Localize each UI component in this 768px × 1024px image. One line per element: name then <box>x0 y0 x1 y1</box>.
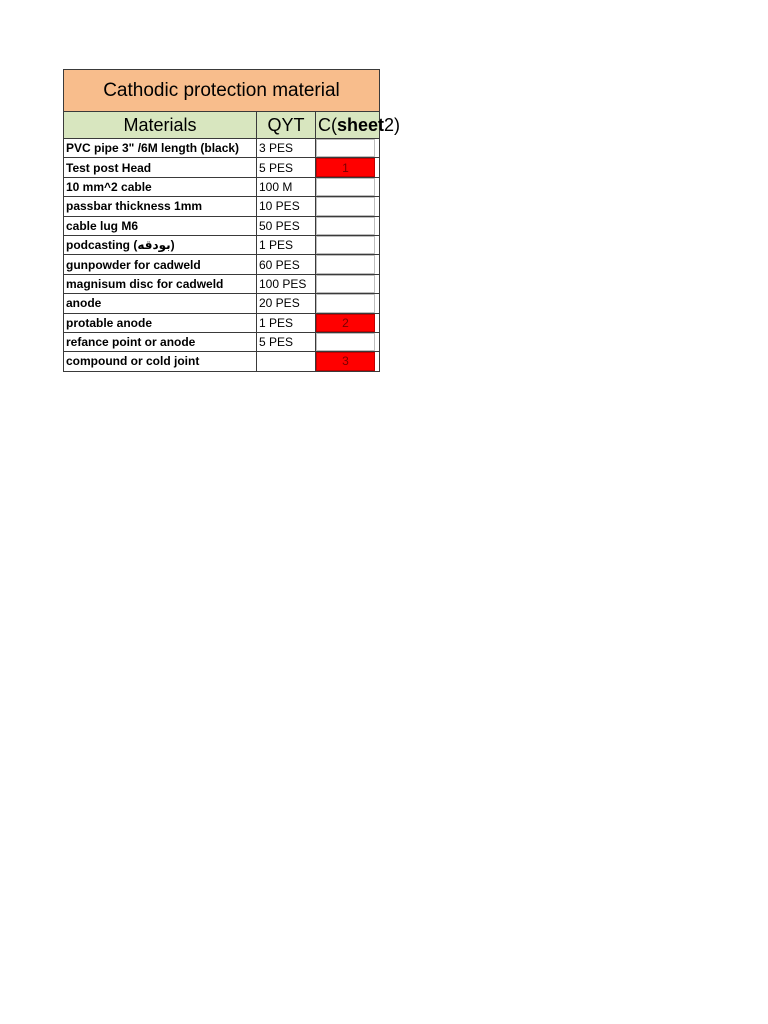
cell-material[interactable]: Test post Head <box>64 158 257 176</box>
cell-reference[interactable]: 3 <box>316 352 375 370</box>
header-reference[interactable] <box>316 112 401 138</box>
header-qty[interactable]: QYT <box>257 112 316 138</box>
header-ref-prefix: C( <box>318 114 337 135</box>
cell-reference[interactable] <box>316 236 375 254</box>
cell-material[interactable]: podcasting (بودقه) <box>64 236 257 254</box>
header-ref-bold: sheet <box>337 114 385 135</box>
table-row <box>63 178 380 197</box>
table-row <box>63 314 380 333</box>
cell-qty[interactable]: 60 PES <box>257 255 316 273</box>
table-row <box>63 217 380 236</box>
cell-reference[interactable] <box>316 294 375 312</box>
table-body <box>63 139 380 372</box>
cell-qty[interactable]: 1 PES <box>257 236 316 254</box>
cell-material[interactable]: PVC pipe 3" /6M length (black) <box>64 139 257 157</box>
table-title[interactable]: Cathodic protection material <box>63 69 380 112</box>
cell-material[interactable]: magnisum disc for cadweld <box>64 275 257 293</box>
cell-qty[interactable] <box>257 352 316 370</box>
cell-reference[interactable] <box>316 275 375 293</box>
table-row <box>63 139 380 158</box>
cell-material[interactable]: protable anode <box>64 314 257 332</box>
table-row <box>63 255 380 274</box>
cell-reference[interactable] <box>316 178 375 196</box>
table-row <box>63 352 380 371</box>
header-materials[interactable]: Materials <box>64 112 257 138</box>
cell-reference[interactable] <box>316 217 375 235</box>
cell-reference[interactable] <box>316 197 375 215</box>
header-ref-suffix: 2) <box>384 114 401 135</box>
cell-qty[interactable]: 5 PES <box>257 333 316 351</box>
cell-reference[interactable] <box>316 139 375 157</box>
table-row <box>63 333 380 352</box>
table-row <box>63 275 380 294</box>
cell-reference[interactable] <box>316 255 375 273</box>
table-row <box>63 197 380 216</box>
cell-qty[interactable]: 50 PES <box>257 217 316 235</box>
cell-reference[interactable]: 2 <box>316 314 375 332</box>
cell-material[interactable]: compound or cold joint <box>64 352 257 370</box>
cell-qty[interactable]: 5 PES <box>257 158 316 176</box>
cell-qty[interactable]: 100 PES <box>257 275 316 293</box>
cell-material[interactable]: 10 mm^2 cable <box>64 178 257 196</box>
cell-material[interactable]: refance point or anode <box>64 333 257 351</box>
cell-qty[interactable]: 100 M <box>257 178 316 196</box>
table-row <box>63 294 380 313</box>
cell-material[interactable]: gunpowder for cadweld <box>64 255 257 273</box>
header-row <box>63 112 401 139</box>
cell-material[interactable]: anode <box>64 294 257 312</box>
table-row <box>63 158 380 177</box>
table-row <box>63 236 380 255</box>
cell-qty[interactable]: 20 PES <box>257 294 316 312</box>
cell-material[interactable]: cable lug M6 <box>64 217 257 235</box>
cell-qty[interactable]: 10 PES <box>257 197 316 215</box>
cell-reference[interactable] <box>316 333 375 351</box>
cell-qty[interactable]: 3 PES <box>257 139 316 157</box>
cell-qty[interactable]: 1 PES <box>257 314 316 332</box>
cell-material[interactable]: passbar thickness 1mm <box>64 197 257 215</box>
cell-reference[interactable]: 1 <box>316 158 375 176</box>
materials-table <box>63 69 401 372</box>
